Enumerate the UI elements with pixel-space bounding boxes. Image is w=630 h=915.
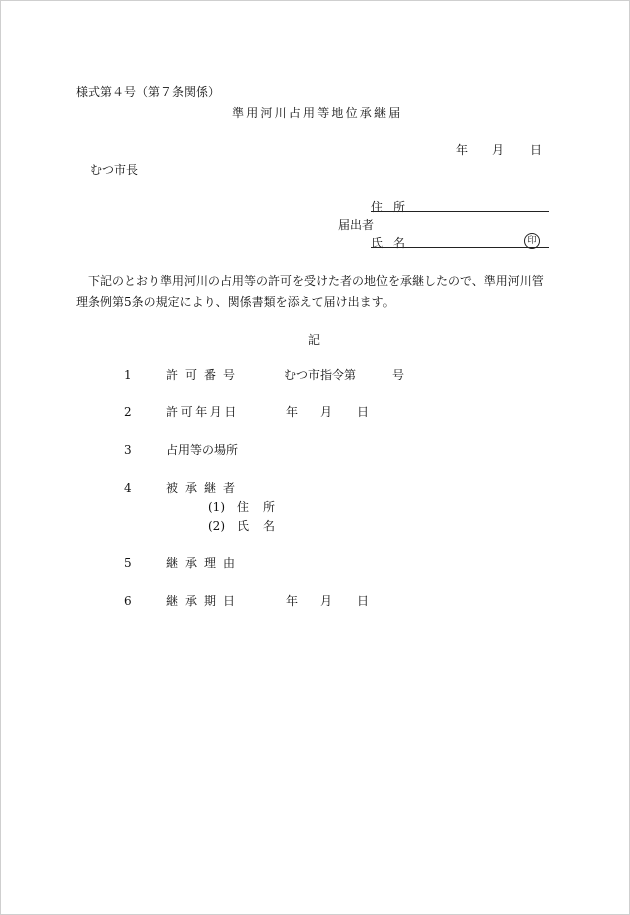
- item-1-value-suffix: 号: [392, 368, 405, 382]
- item-3-label: 占用等の場所: [166, 443, 239, 457]
- item-4-sub-2-number: (2): [208, 519, 225, 533]
- item-2-label: 許可年月日: [166, 405, 240, 419]
- form-number: 様式第４号（第７条関係）: [76, 85, 221, 99]
- signature-name-label: 氏名: [371, 236, 416, 250]
- signature-address-label: 住所: [371, 200, 416, 214]
- item-5-number: 5: [124, 556, 132, 570]
- item-2-month: 月: [320, 405, 333, 419]
- addressee: むつ市長: [90, 163, 139, 177]
- submission-date: [456, 143, 542, 157]
- item-1-number: 1: [124, 368, 132, 382]
- signature-address-line: [371, 211, 549, 212]
- date-year: 年: [456, 143, 469, 157]
- item-4-sub-1-label: 住所: [237, 500, 290, 514]
- body-paragraph: 下記のとおり準用河川の占用等の許可を受けた者の地位を承継したので、準用河川管理条例第5条の規定により、関係書類を添えて届け出ます。: [76, 274, 544, 309]
- item-6-year: 年: [286, 594, 299, 608]
- item-2-day: 日: [357, 405, 370, 419]
- seal-mark: 印: [524, 233, 540, 249]
- item-2-number: 2: [124, 405, 132, 419]
- signature-name-line: [371, 247, 549, 248]
- item-2-year: 年: [286, 405, 299, 419]
- item-4-number: 4: [124, 481, 132, 495]
- item-6-label: 継承期日: [166, 594, 243, 608]
- item-4-label: 被承継者: [166, 481, 243, 495]
- item-1-label: 許可番号: [166, 368, 243, 382]
- item-4-sub-1-number: (1): [208, 500, 225, 514]
- document-title: 準用河川占用等地位承継届: [232, 106, 403, 120]
- item-3-number: 3: [124, 443, 132, 457]
- item-4-sub-2-label: 氏名: [237, 519, 290, 533]
- date-day: 日: [530, 143, 543, 157]
- ki-heading: 記: [308, 333, 321, 347]
- item-6-number: 6: [124, 594, 132, 608]
- item-5-label: 継承理由: [166, 556, 243, 570]
- item-1-value-prefix: むつ市指令第: [284, 368, 357, 382]
- date-month: 月: [492, 143, 505, 157]
- item-6-day: 日: [357, 594, 370, 608]
- signature-notifier-label: 届出者: [338, 218, 375, 232]
- item-6-month: 月: [320, 594, 333, 608]
